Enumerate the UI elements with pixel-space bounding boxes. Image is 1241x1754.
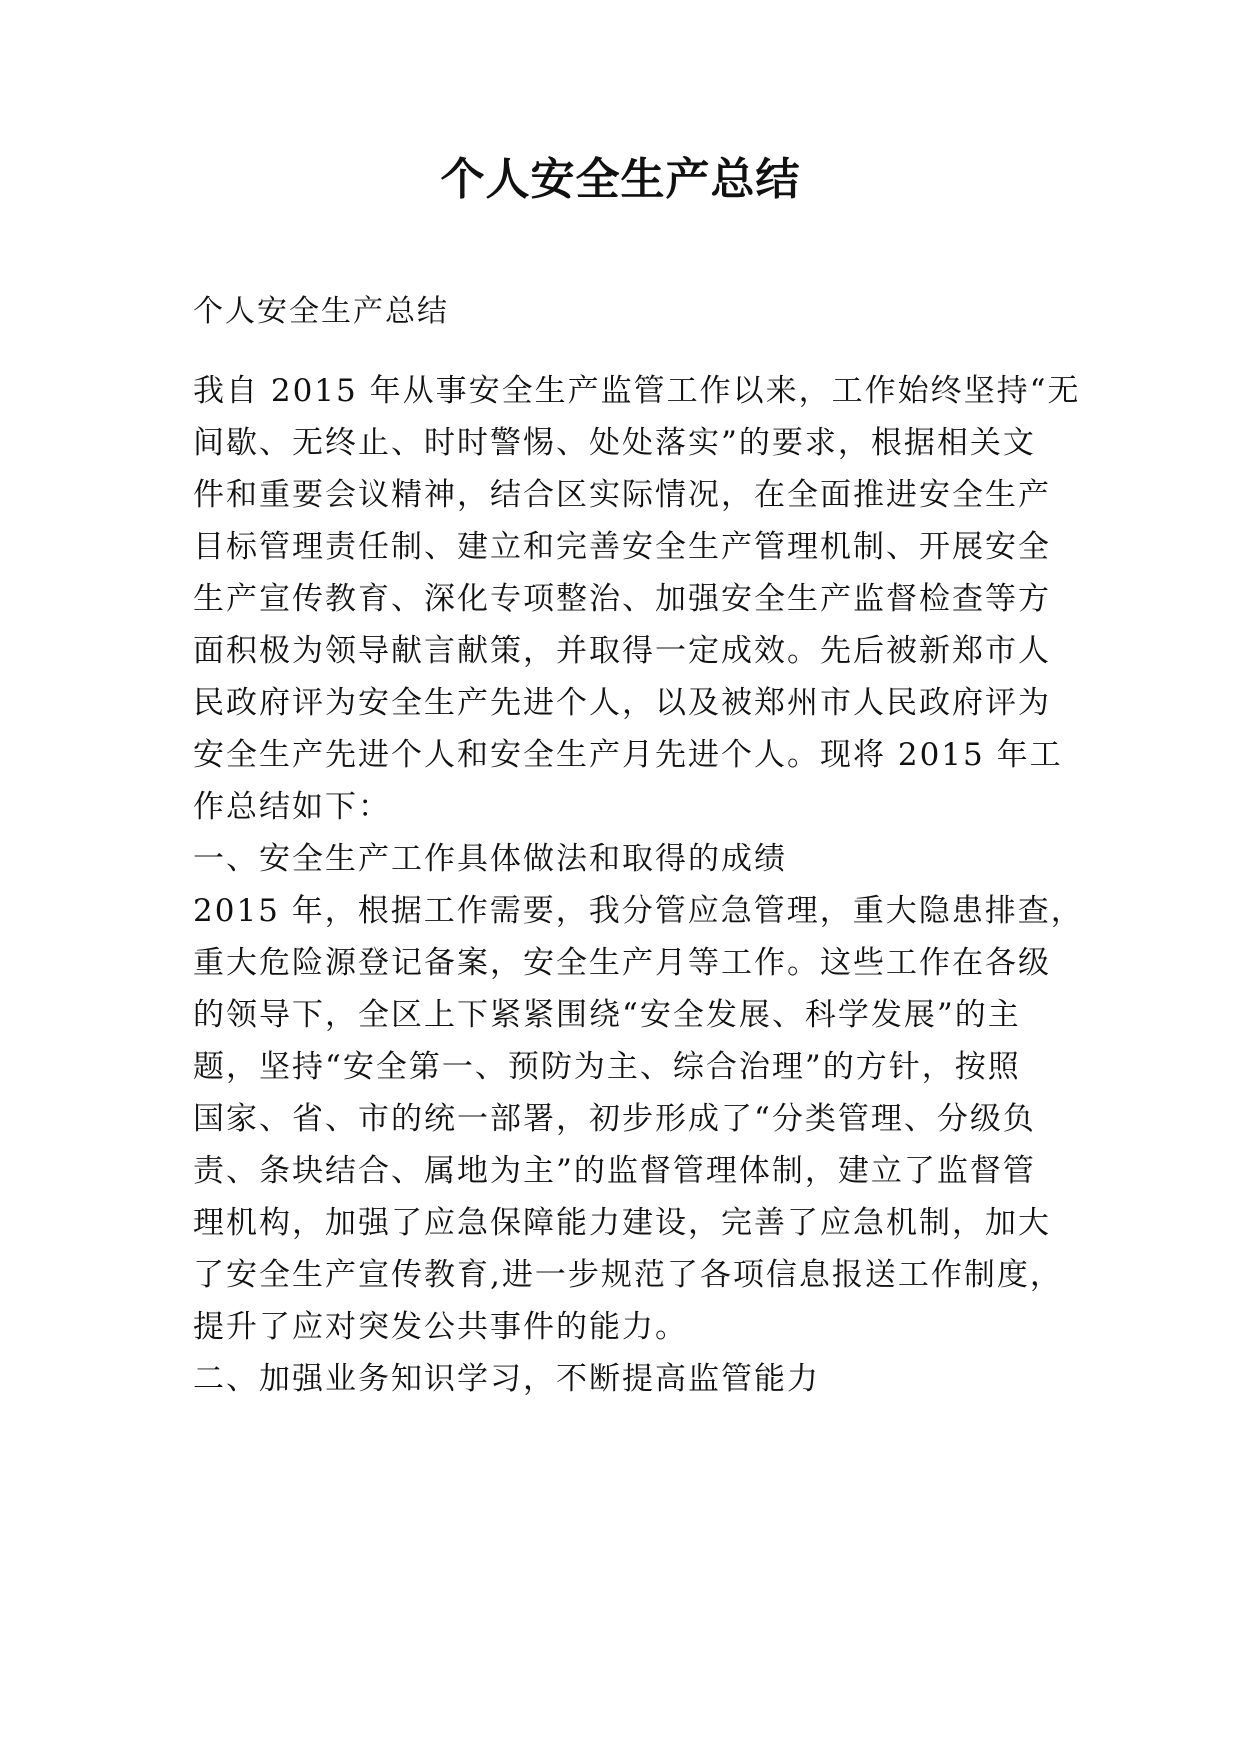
paragraph-line: 作总结如下： [193, 789, 391, 825]
paragraph-line: 国家、省、市的统一部署，初步形成了“分类管理、分级负 [193, 1101, 1036, 1137]
paragraph-line: 件和重要会议精神，结合区实际情况，在全面推进安全生产 [193, 477, 1051, 513]
paragraph-line: 题，坚持“安全第一、预防为主、综合治理”的方针，按照 [193, 1049, 1021, 1085]
paragraph-line: 提升了应对突发公共事件的能力。 [193, 1309, 688, 1345]
document-subtitle: 个人安全生产总结 [193, 294, 449, 329]
paragraph-line: 我自 2015 年从事安全生产监管工作以来，工作始终坚持“无 [193, 373, 1081, 409]
paragraph-line: 生产宣传教育、深化专项整治、加强安全生产监督检查等方 [193, 581, 1051, 617]
paragraph-line: 面积极为领导献言献策，并取得一定成效。先后被新郑市人 [193, 633, 1051, 669]
paragraph-line: 安全生产先进个人和安全生产月先进个人。现将 2015 年工 [193, 737, 1063, 773]
paragraph-line: 民政府评为安全生产先进个人，以及被郑州市人民政府评为 [193, 685, 1051, 721]
paragraph-line: 间歇、无终止、时时警惕、处处落实”的要求，根据相关文 [193, 425, 1036, 461]
paragraph-line: 重大危险源登记备案，安全生产月等工作。这些工作在各级 [193, 945, 1051, 981]
paragraph-line: 的领导下，全区上下紧紧围绕“安全发展、科学发展”的主 [193, 997, 1021, 1033]
section-heading: 二、加强业务知识学习，不断提高监管能力 [193, 1361, 820, 1397]
document-title: 个人安全生产总结 [440, 154, 801, 205]
paragraph-line: 2015 年，根据工作需要，我分管应急管理，重大隐患排查， [193, 893, 1084, 929]
paragraph-line: 目标管理责任制、建立和完善安全生产管理机制、开展安全 [193, 529, 1051, 565]
paragraph-line: 理机构，加强了应急保障能力建设，完善了应急机制，加大 [193, 1205, 1051, 1241]
paragraph-line: 了安全生产宣传教育,进一步规范了各项信息报送工作制度， [193, 1257, 1063, 1293]
section-heading: 一、安全生产工作具体做法和取得的成绩 [193, 841, 787, 877]
paragraph-line: 责、条块结合、属地为主”的监督管理体制，建立了监督管 [193, 1153, 1036, 1189]
